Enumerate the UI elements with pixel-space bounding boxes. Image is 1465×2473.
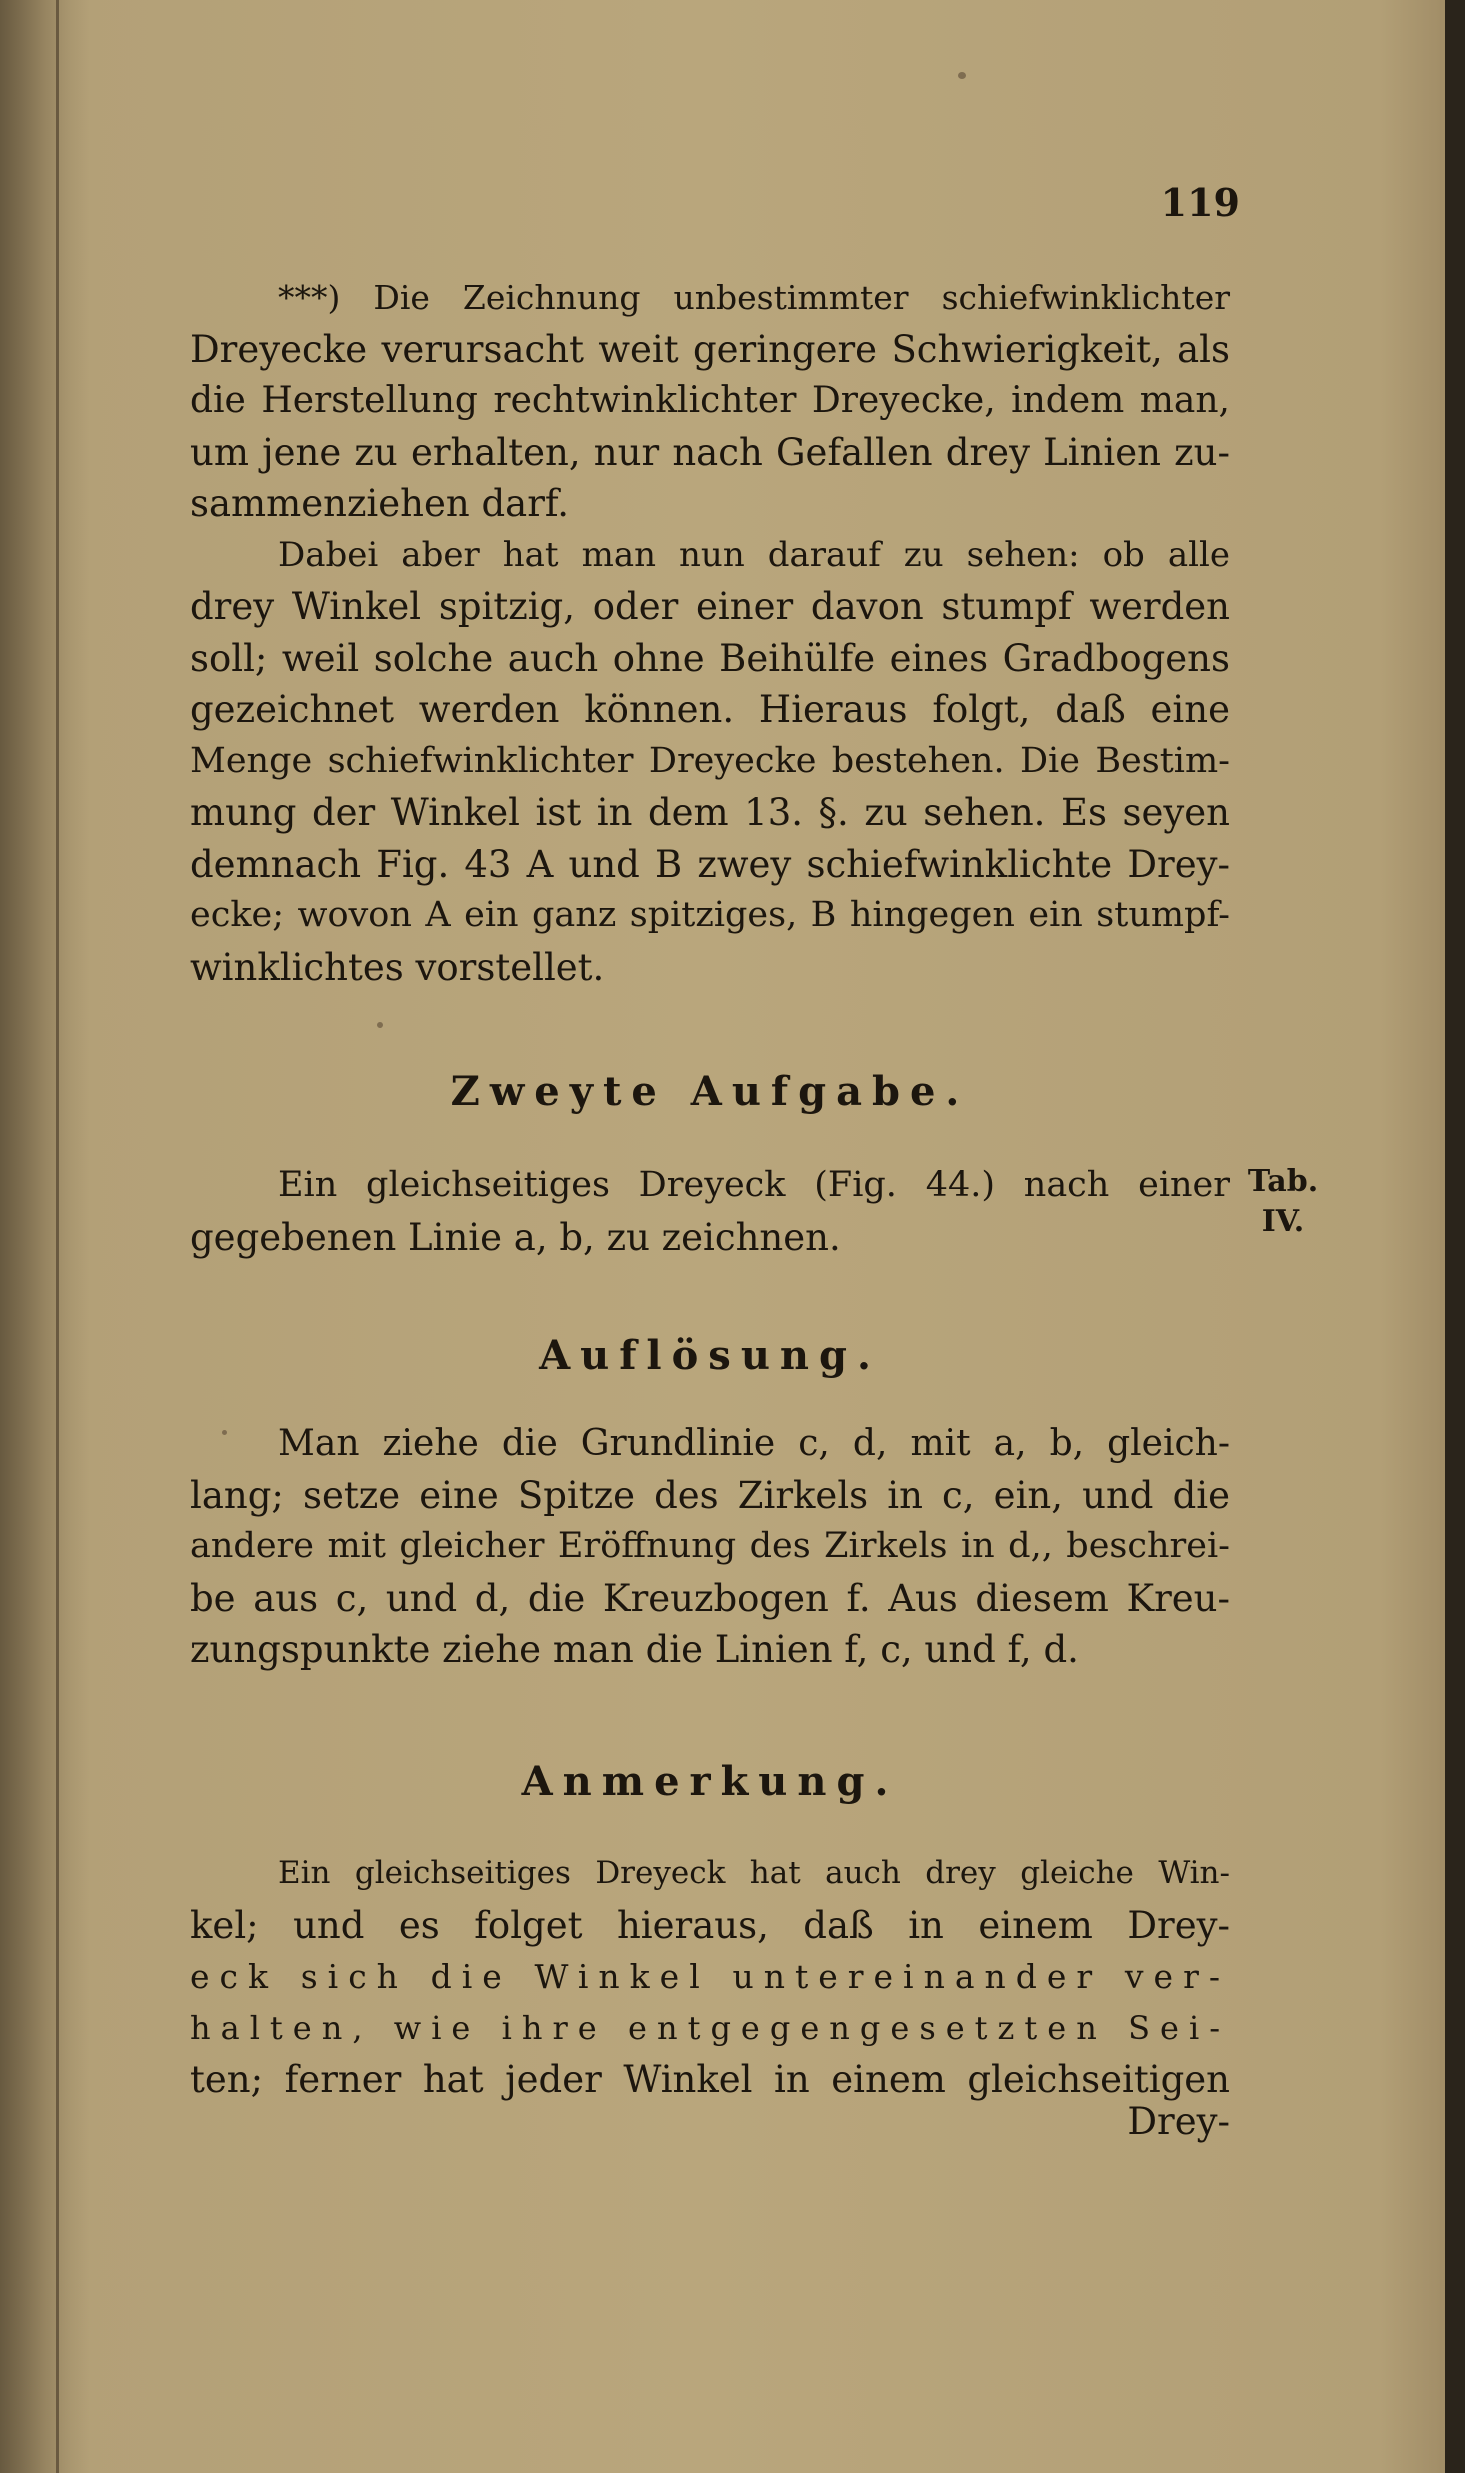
section-heading-aufloesung: Auflösung.	[539, 1332, 881, 1379]
catchword: Drey-	[1127, 2100, 1230, 2143]
text-line: ecke; wovon A ein ganz spitziges, B hingegen ein stumpf-	[190, 895, 1230, 935]
paper-spot	[958, 72, 966, 79]
text-line: sammenziehen darf.	[190, 482, 570, 525]
text-line: um jene zu erhalten, nur nach Gefallen drey Linien zu-	[190, 430, 1230, 474]
text-line: gezeichnet werden können. Hieraus folgt, daß eine	[190, 688, 1230, 731]
aufgabe-paragraph	[190, 1160, 1230, 1263]
page-gutter-shadow	[0, 0, 90, 2473]
text-line: die Herstellung rechtwinklichter Dreyecke, indem man,	[190, 380, 1230, 421]
text-line: be aus c, und d, die Kreuzbogen f. Aus diesem Kreu-	[190, 1576, 1230, 1620]
text-line: winklichtes vorstellet.	[190, 945, 605, 989]
text-line: demnach Fig. 43 A und B zwey schiefwinklichte Drey-	[190, 842, 1230, 886]
text-line: Dabei aber hat man nun darauf zu sehen: ob alle	[278, 534, 1230, 575]
text-line: kel; und es folget hieraus, daß in einem Drey-	[190, 1903, 1230, 1947]
paper-spot	[377, 1022, 383, 1028]
text-line: Dreyecke verursacht weit geringere Schwierigkeit, als	[190, 327, 1230, 371]
text-line: Man ziehe die Grundlinie c, d, mit a, b, gleich-	[278, 1423, 1230, 1464]
gutter-fold-line	[56, 0, 59, 2473]
text-line: Ein gleichseitiges Dreyeck hat auch drey gleiche Win-	[278, 1855, 1230, 1891]
text-line: mung der Winkel ist in dem 13. §. zu sehen. Es seyen	[190, 791, 1230, 834]
text-line: zungspunkte ziehe man die Linien f, c, und f, d.	[190, 1628, 1079, 1671]
text-line: ***) Die Zeichnung unbestimmter schiefwinklichter	[278, 278, 1230, 317]
margin-note-line: Tab.	[1247, 1164, 1319, 1199]
text-line: andere mit gleicher Eröffnung des Zirkels in d,, beschrei-	[190, 1526, 1230, 1566]
text-line: soll; weil solche auch ohne Beihülfe eines Gradbogens	[190, 636, 1230, 680]
text-line: Menge schiefwinklichter Dreyecke bestehen. Die Bestim-	[190, 740, 1230, 781]
section-heading-aufgabe: Zweyte Aufgabe.	[450, 1068, 970, 1115]
text-line: Ein gleichseitiges Dreyeck (Fig. 44.) nach einer	[278, 1165, 1230, 1205]
anmerkung-paragraph	[190, 1848, 1230, 2106]
section-heading-anmerkung: Anmerkung.	[521, 1758, 899, 1805]
text-line: drey Winkel spitzig, oder einer davon stumpf werden	[190, 585, 1230, 628]
text-line: lang; setze eine Spitze des Zirkels in c, ein, und die	[190, 1473, 1230, 1517]
margin-note-line: IV.	[1261, 1204, 1305, 1239]
text-line: ten; ferner hat jeder Winkel in einem gleichseitigen	[190, 2058, 1230, 2101]
aufloesung-paragraph	[190, 1418, 1230, 1676]
text-line: halten, wie ihre entgegengesetzten Sei-	[190, 2008, 1230, 2047]
page-number: 119	[1160, 180, 1240, 225]
footnote-paragraph	[190, 272, 1230, 993]
margin-note-table-ref	[1238, 1162, 1328, 1242]
text-line: gegebenen Linie a, b, zu zeichnen.	[190, 1215, 841, 1259]
text-line: eck sich die Winkel untereinander ver-	[190, 1957, 1230, 1996]
